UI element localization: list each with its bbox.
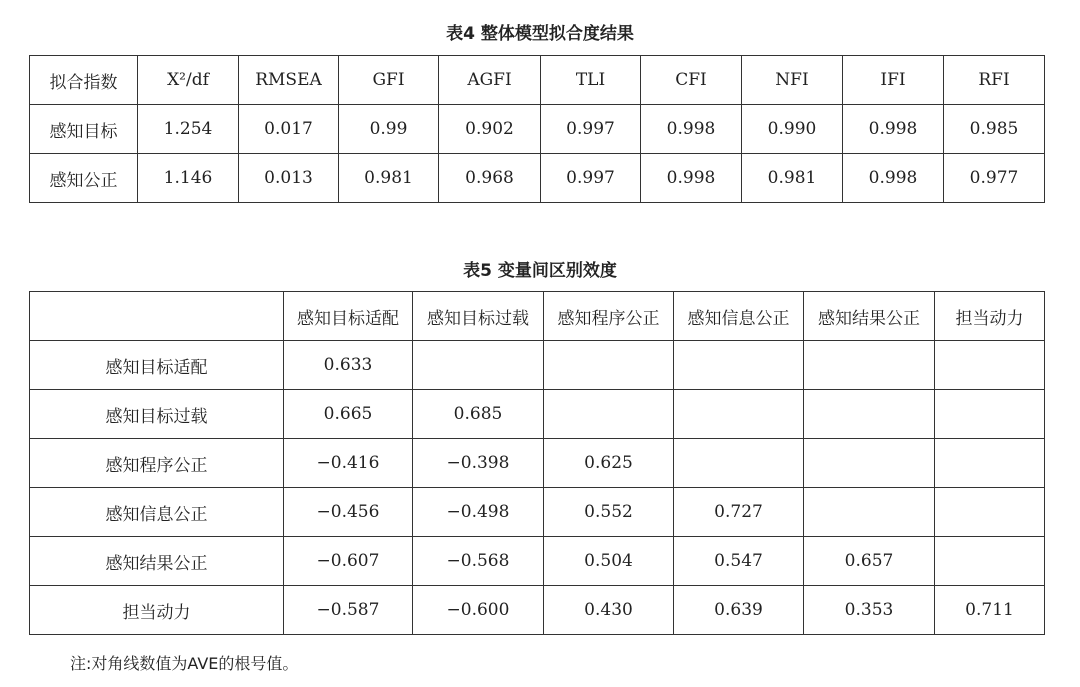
value-cell: 0.504: [544, 537, 674, 586]
discriminant-validity-table: [29, 291, 1045, 635]
header-cell: [30, 292, 284, 341]
row-label-cell: 感知目标过载: [30, 390, 284, 439]
table5-caption: 表5 变量间区别效度: [463, 261, 617, 281]
header-cell: RMSEA: [239, 56, 339, 105]
value-cell: [804, 488, 935, 537]
value-cell: 0.657: [804, 537, 935, 586]
value-cell: [413, 341, 544, 390]
value-cell: 0.639: [674, 586, 804, 635]
value-cell: −0.398: [413, 439, 544, 488]
value-cell: −0.587: [284, 586, 413, 635]
value-cell: 0.998: [843, 105, 944, 154]
value-cell: 0.902: [439, 105, 541, 154]
row-label-cell: 感知信息公正: [30, 488, 284, 537]
header-cell: IFI: [843, 56, 944, 105]
row-label-cell: 感知结果公正: [30, 537, 284, 586]
row-label-cell: 感知目标适配: [30, 341, 284, 390]
row-label-cell: 担当动力: [30, 586, 284, 635]
header-cell: TLI: [541, 56, 641, 105]
row-label-cell: 感知目标: [30, 105, 138, 154]
value-cell: −0.600: [413, 586, 544, 635]
value-cell: 0.625: [544, 439, 674, 488]
value-cell: 0.985: [944, 105, 1045, 154]
value-cell: 0.990: [742, 105, 843, 154]
value-cell: −0.498: [413, 488, 544, 537]
value-cell: [674, 390, 804, 439]
value-cell: 0.727: [674, 488, 804, 537]
table4-caption: 表4 整体模型拟合度结果: [446, 24, 634, 44]
header-cell: AGFI: [439, 56, 541, 105]
header-cell: X²/df: [138, 56, 239, 105]
value-cell: 0.977: [944, 154, 1045, 203]
value-cell: 1.146: [138, 154, 239, 203]
header-cell: 担当动力: [935, 292, 1045, 341]
header-cell: 感知程序公正: [544, 292, 674, 341]
header-row: [30, 292, 1045, 341]
value-cell: [935, 341, 1045, 390]
value-cell: [935, 537, 1045, 586]
table-row: [30, 341, 1045, 390]
table-row: [30, 154, 1045, 203]
table-row: [30, 537, 1045, 586]
header-row: [30, 56, 1045, 105]
value-cell: 0.552: [544, 488, 674, 537]
value-cell: 0.430: [544, 586, 674, 635]
table-row: [30, 439, 1045, 488]
table-row: [30, 586, 1045, 635]
table-row: [30, 105, 1045, 154]
value-cell: 0.997: [541, 105, 641, 154]
header-cell: 拟合指数: [30, 56, 138, 105]
value-cell: [674, 439, 804, 488]
table-row: [30, 488, 1045, 537]
header-cell: CFI: [641, 56, 742, 105]
table-row: [30, 390, 1045, 439]
value-cell: −0.416: [284, 439, 413, 488]
value-cell: [935, 390, 1045, 439]
value-cell: −0.568: [413, 537, 544, 586]
value-cell: 0.998: [641, 154, 742, 203]
value-cell: 0.665: [284, 390, 413, 439]
value-cell: 0.017: [239, 105, 339, 154]
value-cell: 0.968: [439, 154, 541, 203]
value-cell: 0.013: [239, 154, 339, 203]
value-cell: 0.997: [541, 154, 641, 203]
value-cell: 0.981: [742, 154, 843, 203]
value-cell: −0.607: [284, 537, 413, 586]
value-cell: [804, 390, 935, 439]
header-cell: 感知目标适配: [284, 292, 413, 341]
value-cell: 0.998: [843, 154, 944, 203]
header-cell: 感知目标过载: [413, 292, 544, 341]
header-cell: NFI: [742, 56, 843, 105]
header-cell: 感知信息公正: [674, 292, 804, 341]
value-cell: 0.685: [413, 390, 544, 439]
value-cell: [935, 439, 1045, 488]
value-cell: 1.254: [138, 105, 239, 154]
value-cell: [804, 341, 935, 390]
value-cell: 0.99: [339, 105, 439, 154]
header-cell: GFI: [339, 56, 439, 105]
model-fit-table: [29, 55, 1045, 203]
value-cell: 0.547: [674, 537, 804, 586]
value-cell: 0.998: [641, 105, 742, 154]
value-cell: −0.456: [284, 488, 413, 537]
row-label-cell: 感知公正: [30, 154, 138, 203]
value-cell: [544, 341, 674, 390]
header-cell: 感知结果公正: [804, 292, 935, 341]
value-cell: [544, 390, 674, 439]
value-cell: 0.633: [284, 341, 413, 390]
value-cell: 0.711: [935, 586, 1045, 635]
value-cell: [674, 341, 804, 390]
table-note: 注:对角线数值为AVE的根号值。: [70, 654, 299, 673]
header-cell: RFI: [944, 56, 1045, 105]
row-label-cell: 感知程序公正: [30, 439, 284, 488]
value-cell: [804, 439, 935, 488]
value-cell: 0.353: [804, 586, 935, 635]
value-cell: 0.981: [339, 154, 439, 203]
value-cell: [935, 488, 1045, 537]
